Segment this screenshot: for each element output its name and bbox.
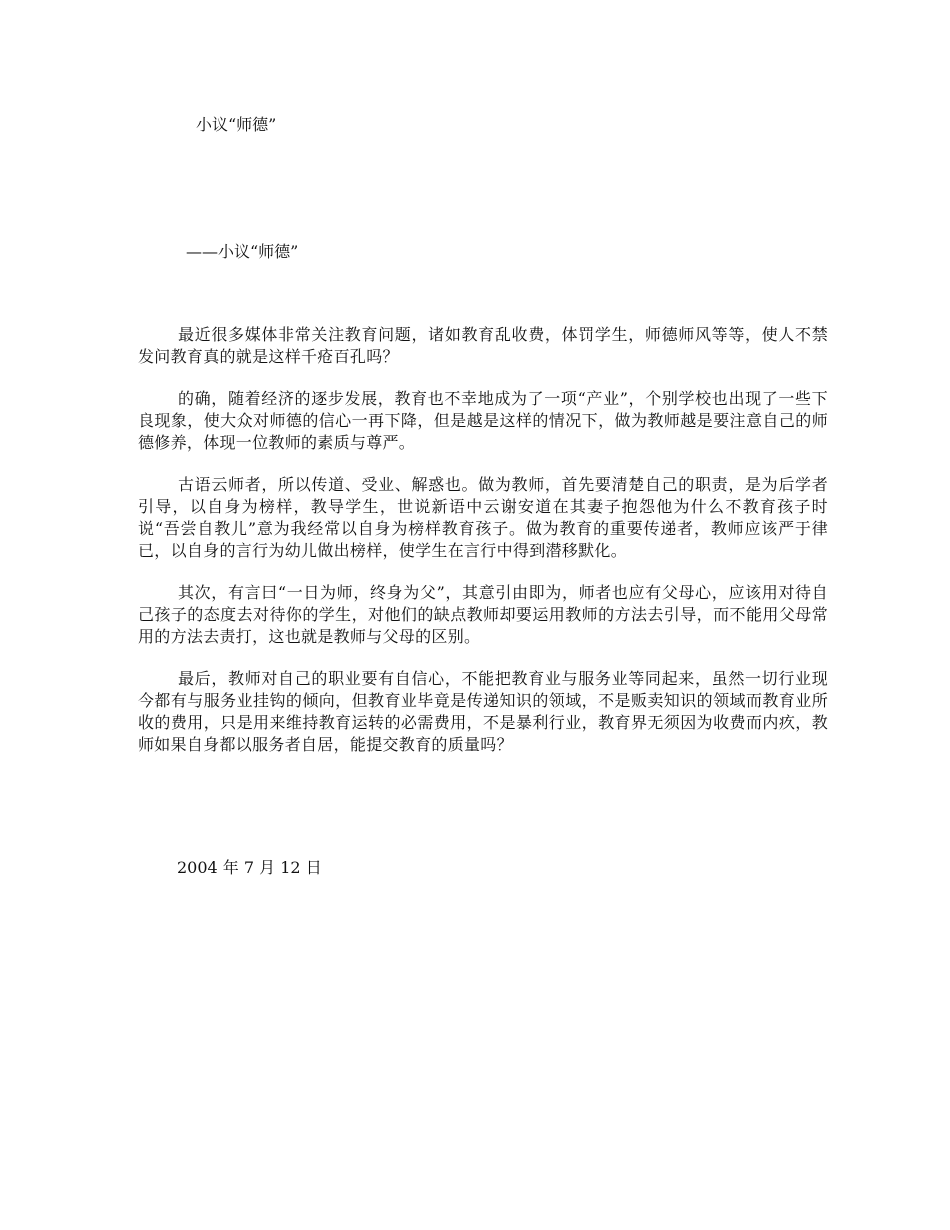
paragraph-2: 的确，随着经济的逐步发展，教育也不幸地成为了一项“产业”，个别学校也出现了一些下良现象，使大众对师德的信心一再下降，但是越是这样的情况下，做为教师越是要注意自己的师德修养，体现一位教师的素质与尊严。 [138, 389, 828, 452]
document-title: 小议“师德” [196, 115, 277, 134]
paragraph-3: 古语云师者，所以传道、受业、解惑也。做为教师，首先要清楚自己的职责，是为后学者引导，以自身为榜样，教导学生，世说新语中云谢安道在其妻子抱怨他为什么不教育孩子时说“吾尝自教儿”意为我经常以自身为榜样教育孩子。做为教育的重要传递者，教师应该严于律已，以自身的言行为幼儿做出榜样，使学生在言行中得到潜移默化。 [138, 475, 828, 560]
paragraph-5: 最后，教师对自己的职业要有自信心，不能把教育业与服务业等同起来，虽然一切行业现今都有与服务业挂钩的倾向，但教育业毕竟是传递知识的领域，不是贩卖知识的领域而教育业所收的费用，只是用来维持教育运转的必需费用，不是暴利行业，教育界无须因为收费而内疚，教师如果自身都以服务者自居，能提交教育的质量吗？ [138, 669, 828, 754]
document-date: 2004 年 7 月 12 日 [177, 858, 322, 877]
paragraph-4: 其次，有言曰“一日为师，终身为父”，其意引由即为，师者也应有父母心，应该用对待自己孩子的态度去对待你的学生，对他们的缺点教师却要运用教师的方法去引导，而不能用父母常用的方法去责打，这也就是教师与父母的区别。 [138, 583, 828, 646]
document-subtitle: ——小议“师德” [186, 242, 299, 261]
paragraph-1: 最近很多媒体非常关注教育问题，诸如教育乱收费，体罚学生，师德师风等等，使人不禁发问教育真的就是这样千疮百孔吗？ [138, 325, 828, 366]
document-body [138, 324, 828, 776]
